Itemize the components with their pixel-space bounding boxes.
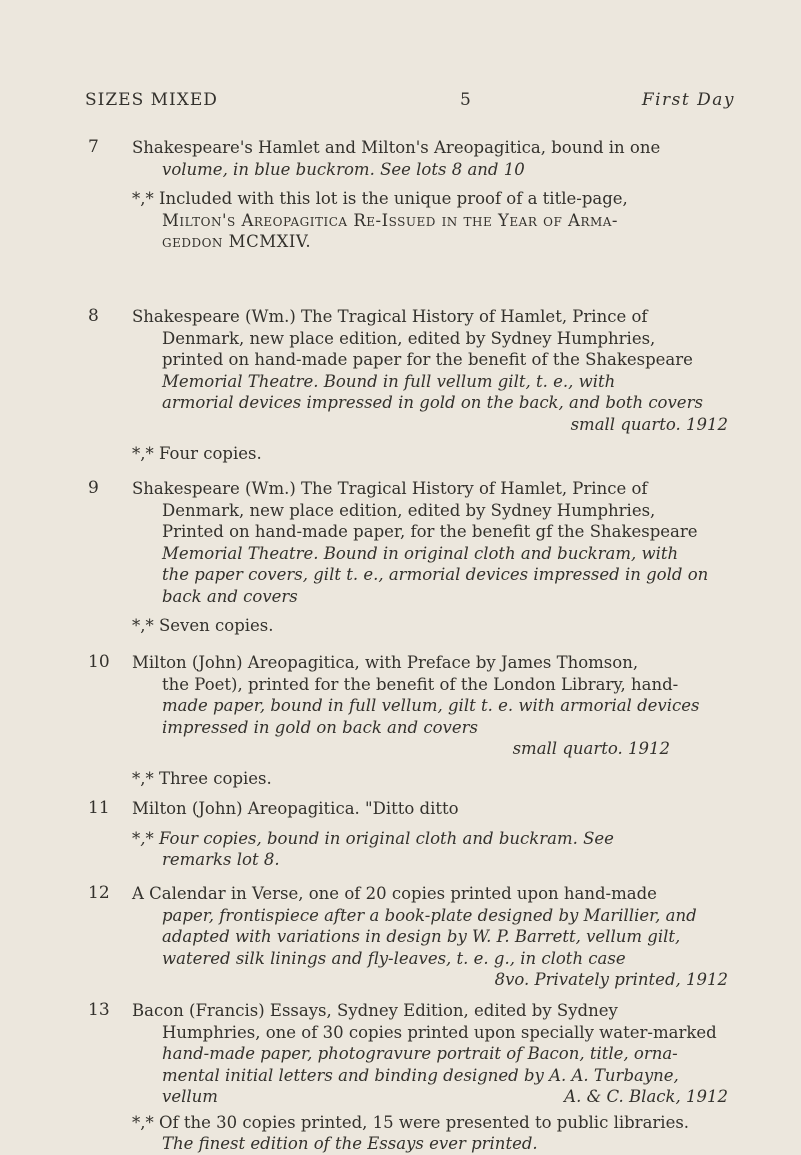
lot-text-line: Denmark, new place edition, edited by Sydney Humphries,	[162, 500, 656, 520]
note-line: Milton's Areopagitica Re-Issued in the Year of Arma-	[162, 210, 619, 230]
lot-text-line: Milton (John) Areopagitica. "Ditto ditto	[132, 799, 459, 818]
lot-format-date: small quarto. 1912	[512, 739, 670, 758]
lot-text-line: Bacon (Francis) Essays, Sydney Edition, edited by Sydney	[132, 1001, 618, 1020]
lot-text-line: mental initial letters and binding designed by A. A. Turbayne,	[162, 1065, 679, 1085]
note-line: remarks lot 8.	[162, 850, 280, 869]
lot-text-line: adapted with variations in design by W. P. Barrett, vellum gilt,	[162, 927, 681, 946]
lot-number: 9	[88, 478, 99, 498]
lot-text-line: made paper, bound in full vellum, gilt t. e. with armorial devices	[162, 696, 700, 715]
lot-note	[132, 615, 730, 637]
note-line: The finest edition of the Essays ever printed.	[162, 1134, 538, 1153]
lot-text-line: volume, in blue buckrom. See lots 8 and 10	[162, 159, 525, 179]
note-line: *,* Four copies.	[132, 444, 262, 463]
lot-format-date: small quarto. 1912	[570, 414, 728, 434]
page-number: 5	[460, 90, 472, 110]
lot-number: 8	[88, 306, 99, 326]
lot-number: 11	[88, 798, 110, 818]
lot-text-line: the Poet), printed for the benefit of the London Library, hand-	[162, 674, 679, 694]
header-sale-day: First Day	[641, 90, 735, 110]
page-header	[85, 90, 735, 114]
lot-text-line: Memorial Theatre. Bound in full vellum gilt, t. e., with	[162, 371, 616, 391]
lot-publisher-date: A. & C. Black, 1912	[564, 1087, 728, 1106]
lot-note	[132, 443, 730, 465]
lot-text-line: Milton (John) Areopagitica, with Preface by James Thomson,	[132, 653, 639, 672]
lot-text-line: watered silk linings and fly-leaves, t. e. g., in cloth case	[162, 948, 626, 968]
header-section-title: SIZES MIXED	[85, 90, 218, 110]
lot-text-line: Denmark, new place edition, edited by Sydney Humphries,	[162, 328, 656, 348]
lot-binding: vellum	[162, 1087, 218, 1106]
lot-text-line: Shakespeare's Hamlet and Milton's Areopagitica, bound in one	[132, 138, 661, 157]
lot-number: 7	[88, 137, 99, 157]
note-line: *,* Three copies.	[132, 768, 272, 788]
lot-note	[132, 188, 730, 253]
lot-number: 13	[88, 1000, 110, 1020]
lot-text-line	[132, 1086, 730, 1108]
lot-text-line: impressed in gold on back and covers	[162, 717, 478, 737]
lot-text-line: Shakespeare (Wm.) The Tragical History of Hamlet, Prince of	[132, 479, 648, 498]
lot-text-line: Memorial Theatre. Bound in original cloth and buckram, with	[162, 543, 679, 563]
lot-text-line: Humphries, one of 30 copies printed upon specially water-marked	[162, 1022, 717, 1042]
lot-text-line: Shakespeare (Wm.) The Tragical History of Hamlet, Prince of	[132, 307, 648, 326]
lot-number: 12	[88, 883, 110, 903]
note-line: *,* Included with this lot is the unique proof of a title-page,	[132, 189, 628, 208]
note-line: geddon MCMXIV.	[162, 232, 312, 251]
lot-text-line: back and covers	[162, 586, 298, 606]
lot-text-line: Printed on hand-made paper, for the benefit gf the Shakespeare	[162, 522, 698, 541]
lot-text-line: the paper covers, gilt t. e., armorial devices impressed in gold on	[162, 565, 709, 584]
note-line: *,* Four copies, bound in original cloth and buckram. See	[132, 828, 614, 848]
lot-text-line: hand-made paper, photogravure portrait of Bacon, title, orna-	[162, 1044, 678, 1063]
lot-format-date: 8vo. Privately printed, 1912	[494, 970, 728, 989]
lot-text-line: printed on hand-made paper for the benefit of the Shakespeare	[162, 350, 693, 369]
lot-note	[132, 1112, 730, 1155]
lot-text-line: A Calendar in Verse, one of 20 copies printed upon hand-made	[132, 884, 657, 903]
lot-note	[132, 828, 730, 871]
lot-note	[132, 768, 730, 790]
lot-number: 10	[88, 652, 110, 672]
lot-text-line: armorial devices impressed in gold on the back, and both covers	[162, 393, 703, 412]
note-line: *,* Seven copies.	[132, 616, 274, 635]
note-line: *,* Of the 30 copies printed, 15 were presented to public libraries.	[132, 1112, 690, 1132]
lot-text-line: paper, frontispiece after a book-plate designed by Marillier, and	[162, 905, 697, 925]
